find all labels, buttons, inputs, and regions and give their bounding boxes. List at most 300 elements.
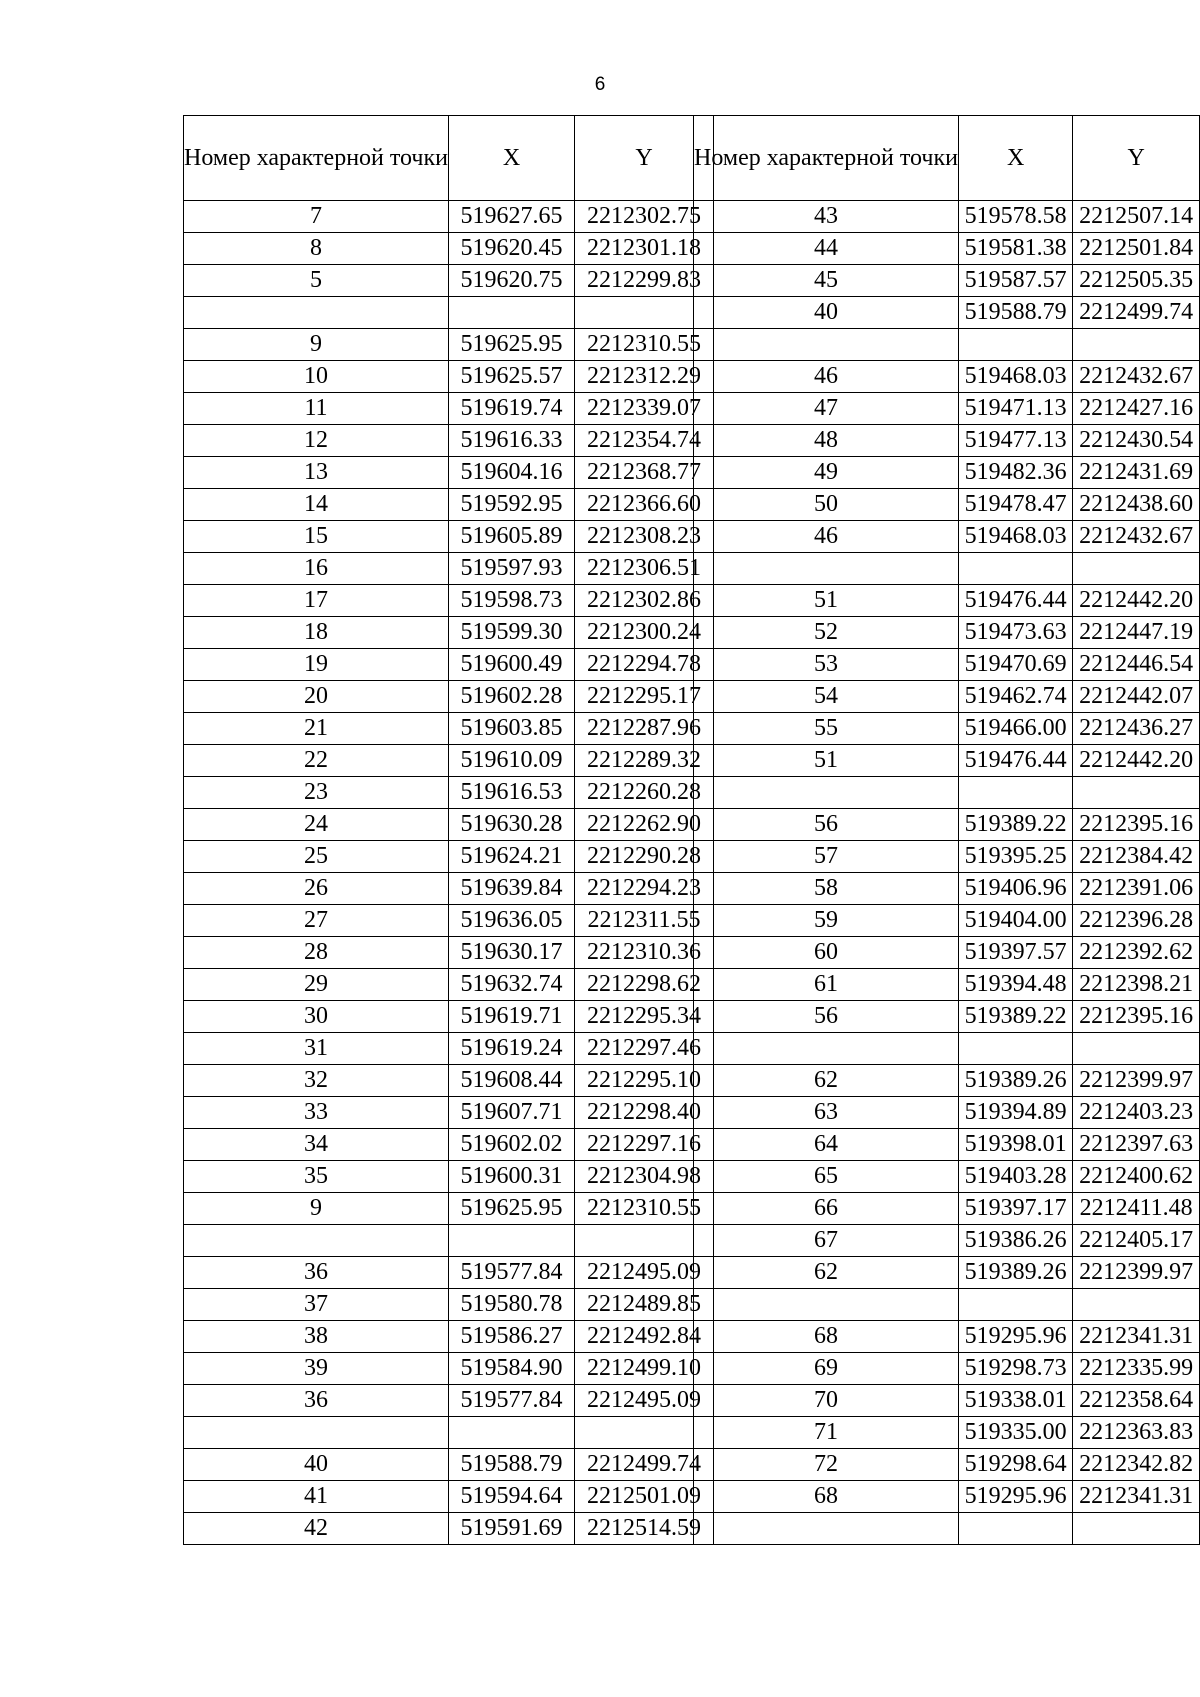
cell-point-number: 37 bbox=[184, 1289, 449, 1321]
table-row bbox=[694, 329, 1200, 361]
cell-point-number: 8 bbox=[184, 233, 449, 265]
table-row bbox=[184, 1417, 714, 1449]
cell-point-number: 49 bbox=[694, 457, 959, 489]
cell-y: 2212400.62 bbox=[1073, 1161, 1200, 1193]
cell-point-number: 62 bbox=[694, 1257, 959, 1289]
cell-point-number: 45 bbox=[694, 265, 959, 297]
cell-x: 519397.57 bbox=[959, 937, 1073, 969]
table-row bbox=[184, 489, 714, 521]
cell-point-number bbox=[694, 1513, 959, 1545]
cell-x: 519389.26 bbox=[959, 1065, 1073, 1097]
table-row bbox=[184, 1385, 714, 1417]
table-row bbox=[694, 937, 1200, 969]
cell-y: 2212384.42 bbox=[1073, 841, 1200, 873]
header-point-number: Номер характерной точки bbox=[184, 116, 449, 201]
cell-x: 519476.44 bbox=[959, 585, 1073, 617]
cell-point-number: 51 bbox=[694, 585, 959, 617]
table-row bbox=[184, 1289, 714, 1321]
cell-y bbox=[1073, 1513, 1200, 1545]
cell-point-number: 66 bbox=[694, 1193, 959, 1225]
table-row bbox=[694, 1001, 1200, 1033]
cell-point-number: 33 bbox=[184, 1097, 449, 1129]
cell-x: 519608.44 bbox=[449, 1065, 575, 1097]
cell-point-number: 26 bbox=[184, 873, 449, 905]
cell-y: 2212397.63 bbox=[1073, 1129, 1200, 1161]
cell-point-number: 17 bbox=[184, 585, 449, 617]
cell-x bbox=[959, 1033, 1073, 1065]
cell-point-number: 42 bbox=[184, 1513, 449, 1545]
cell-x: 519394.89 bbox=[959, 1097, 1073, 1129]
cell-point-number: 68 bbox=[694, 1321, 959, 1353]
cell-point-number: 25 bbox=[184, 841, 449, 873]
table-row bbox=[184, 201, 714, 233]
table-row bbox=[184, 873, 714, 905]
table-row bbox=[694, 1257, 1200, 1289]
cell-y: 2212431.69 bbox=[1073, 457, 1200, 489]
cell-point-number: 55 bbox=[694, 713, 959, 745]
cell-point-number: 21 bbox=[184, 713, 449, 745]
cell-y: 2212295.17 bbox=[575, 681, 714, 713]
table-row bbox=[184, 1481, 714, 1513]
cell-y: 2212339.07 bbox=[575, 393, 714, 425]
cell-x: 519587.57 bbox=[959, 265, 1073, 297]
table-row bbox=[694, 425, 1200, 457]
cell-y: 2212341.31 bbox=[1073, 1481, 1200, 1513]
cell-y: 2212295.10 bbox=[575, 1065, 714, 1097]
cell-point-number bbox=[694, 1289, 959, 1321]
cell-point-number: 71 bbox=[694, 1417, 959, 1449]
cell-x: 519586.27 bbox=[449, 1321, 575, 1353]
table-row bbox=[694, 969, 1200, 1001]
table-row bbox=[184, 1129, 714, 1161]
cell-x: 519473.63 bbox=[959, 617, 1073, 649]
cell-x: 519298.64 bbox=[959, 1449, 1073, 1481]
cell-y: 2212403.23 bbox=[1073, 1097, 1200, 1129]
cell-point-number: 46 bbox=[694, 361, 959, 393]
cell-x: 519632.74 bbox=[449, 969, 575, 1001]
table-row bbox=[694, 585, 1200, 617]
cell-y: 2212298.62 bbox=[575, 969, 714, 1001]
cell-x bbox=[449, 297, 575, 329]
cell-y: 2212499.10 bbox=[575, 1353, 714, 1385]
table-row bbox=[694, 1225, 1200, 1257]
cell-y: 2212395.16 bbox=[1073, 809, 1200, 841]
cell-x: 519599.30 bbox=[449, 617, 575, 649]
cell-x: 519471.13 bbox=[959, 393, 1073, 425]
table-row bbox=[694, 777, 1200, 809]
table-row bbox=[184, 681, 714, 713]
table-row bbox=[184, 969, 714, 1001]
cell-x: 519594.64 bbox=[449, 1481, 575, 1513]
cell-point-number: 38 bbox=[184, 1321, 449, 1353]
cell-y: 2212335.99 bbox=[1073, 1353, 1200, 1385]
cell-x bbox=[449, 1225, 575, 1257]
cell-y: 2212495.09 bbox=[575, 1385, 714, 1417]
cell-x: 519578.58 bbox=[959, 201, 1073, 233]
cell-x bbox=[449, 1417, 575, 1449]
cell-x: 519468.03 bbox=[959, 361, 1073, 393]
cell-y: 2212395.16 bbox=[1073, 1001, 1200, 1033]
cell-point-number: 68 bbox=[694, 1481, 959, 1513]
cell-x: 519580.78 bbox=[449, 1289, 575, 1321]
table-row bbox=[184, 905, 714, 937]
cell-x: 519403.28 bbox=[959, 1161, 1073, 1193]
cell-y: 2212447.19 bbox=[1073, 617, 1200, 649]
table-row bbox=[184, 649, 714, 681]
cell-y: 2212514.59 bbox=[575, 1513, 714, 1545]
cell-x: 519298.73 bbox=[959, 1353, 1073, 1385]
cell-x: 519616.33 bbox=[449, 425, 575, 457]
cell-x: 519462.74 bbox=[959, 681, 1073, 713]
cell-y: 2212310.36 bbox=[575, 937, 714, 969]
cell-x: 519600.31 bbox=[449, 1161, 575, 1193]
table-row bbox=[694, 1097, 1200, 1129]
table-row bbox=[694, 1449, 1200, 1481]
cell-point-number: 28 bbox=[184, 937, 449, 969]
table-row bbox=[694, 553, 1200, 585]
cell-point-number: 61 bbox=[694, 969, 959, 1001]
cell-y: 2212368.77 bbox=[575, 457, 714, 489]
cell-point-number: 16 bbox=[184, 553, 449, 585]
cell-point-number: 40 bbox=[184, 1449, 449, 1481]
cell-x: 519636.05 bbox=[449, 905, 575, 937]
cell-x: 519627.65 bbox=[449, 201, 575, 233]
table-row bbox=[184, 1033, 714, 1065]
cell-x: 519478.47 bbox=[959, 489, 1073, 521]
table-row bbox=[184, 617, 714, 649]
cell-y: 2212295.34 bbox=[575, 1001, 714, 1033]
table-row bbox=[184, 297, 714, 329]
cell-point-number: 14 bbox=[184, 489, 449, 521]
cell-x: 519477.13 bbox=[959, 425, 1073, 457]
cell-x: 519619.71 bbox=[449, 1001, 575, 1033]
cell-y bbox=[1073, 553, 1200, 585]
cell-y: 2212363.83 bbox=[1073, 1417, 1200, 1449]
table-row bbox=[694, 1289, 1200, 1321]
cell-point-number: 59 bbox=[694, 905, 959, 937]
cell-y: 2212398.21 bbox=[1073, 969, 1200, 1001]
cell-x: 519591.69 bbox=[449, 1513, 575, 1545]
table-row bbox=[694, 1065, 1200, 1097]
cell-y: 2212302.86 bbox=[575, 585, 714, 617]
cell-point-number: 56 bbox=[694, 1001, 959, 1033]
table-row bbox=[694, 1417, 1200, 1449]
cell-x: 519389.26 bbox=[959, 1257, 1073, 1289]
cell-x bbox=[959, 1513, 1073, 1545]
table-row bbox=[694, 905, 1200, 937]
cell-point-number bbox=[184, 297, 449, 329]
cell-y: 2212411.48 bbox=[1073, 1193, 1200, 1225]
table-row bbox=[184, 777, 714, 809]
cell-point-number: 11 bbox=[184, 393, 449, 425]
cell-y: 2212297.46 bbox=[575, 1033, 714, 1065]
table-row bbox=[694, 361, 1200, 393]
cell-x: 519588.79 bbox=[959, 297, 1073, 329]
table-row bbox=[694, 201, 1200, 233]
table-row bbox=[184, 329, 714, 361]
cell-y: 2212396.28 bbox=[1073, 905, 1200, 937]
cell-y: 2212495.09 bbox=[575, 1257, 714, 1289]
table-row bbox=[184, 233, 714, 265]
table-row bbox=[184, 361, 714, 393]
cell-point-number: 53 bbox=[694, 649, 959, 681]
table-row bbox=[694, 1033, 1200, 1065]
coordinates-table-left bbox=[183, 115, 714, 1545]
cell-y: 2212301.18 bbox=[575, 233, 714, 265]
table-row bbox=[184, 1353, 714, 1385]
cell-point-number: 60 bbox=[694, 937, 959, 969]
cell-x: 519338.01 bbox=[959, 1385, 1073, 1417]
cell-x: 519630.17 bbox=[449, 937, 575, 969]
cell-point-number: 48 bbox=[694, 425, 959, 457]
cell-y: 2212438.60 bbox=[1073, 489, 1200, 521]
cell-y: 2212442.07 bbox=[1073, 681, 1200, 713]
cell-x: 519406.96 bbox=[959, 873, 1073, 905]
cell-point-number: 7 bbox=[184, 201, 449, 233]
cell-point-number: 36 bbox=[184, 1257, 449, 1289]
cell-x bbox=[959, 777, 1073, 809]
table-row bbox=[184, 1257, 714, 1289]
cell-x: 519470.69 bbox=[959, 649, 1073, 681]
table-row bbox=[184, 265, 714, 297]
cell-point-number: 36 bbox=[184, 1385, 449, 1417]
cell-x: 519335.00 bbox=[959, 1417, 1073, 1449]
cell-x: 519397.17 bbox=[959, 1193, 1073, 1225]
cell-x: 519602.02 bbox=[449, 1129, 575, 1161]
table-row bbox=[184, 713, 714, 745]
cell-x: 519581.38 bbox=[959, 233, 1073, 265]
cell-y: 2212442.20 bbox=[1073, 585, 1200, 617]
cell-y: 2212446.54 bbox=[1073, 649, 1200, 681]
table-row bbox=[694, 809, 1200, 841]
cell-y: 2212297.16 bbox=[575, 1129, 714, 1161]
cell-y: 2212501.09 bbox=[575, 1481, 714, 1513]
header-x: X bbox=[959, 116, 1073, 201]
table-row bbox=[694, 745, 1200, 777]
table-row bbox=[694, 297, 1200, 329]
cell-x: 519625.57 bbox=[449, 361, 575, 393]
cell-x: 519602.28 bbox=[449, 681, 575, 713]
cell-point-number bbox=[694, 329, 959, 361]
table-row bbox=[694, 1161, 1200, 1193]
table-row bbox=[184, 841, 714, 873]
cell-y: 2212308.23 bbox=[575, 521, 714, 553]
cell-x: 519605.89 bbox=[449, 521, 575, 553]
table-row bbox=[184, 393, 714, 425]
cell-y: 2212310.55 bbox=[575, 1193, 714, 1225]
cell-point-number: 65 bbox=[694, 1161, 959, 1193]
cell-point-number: 69 bbox=[694, 1353, 959, 1385]
table-row bbox=[184, 1001, 714, 1033]
cell-x: 519395.25 bbox=[959, 841, 1073, 873]
cell-point-number: 63 bbox=[694, 1097, 959, 1129]
table-row bbox=[694, 681, 1200, 713]
cell-point-number: 62 bbox=[694, 1065, 959, 1097]
cell-y bbox=[1073, 1289, 1200, 1321]
cell-point-number: 47 bbox=[694, 393, 959, 425]
cell-y: 2212289.32 bbox=[575, 745, 714, 777]
table-row bbox=[694, 1193, 1200, 1225]
cell-y: 2212287.96 bbox=[575, 713, 714, 745]
cell-x: 519389.22 bbox=[959, 1001, 1073, 1033]
cell-point-number: 9 bbox=[184, 1193, 449, 1225]
cell-y: 2212306.51 bbox=[575, 553, 714, 585]
cell-y: 2212290.28 bbox=[575, 841, 714, 873]
table-row bbox=[184, 1097, 714, 1129]
cell-point-number: 70 bbox=[694, 1385, 959, 1417]
cell-point-number: 35 bbox=[184, 1161, 449, 1193]
table-row bbox=[694, 265, 1200, 297]
cell-x: 519597.93 bbox=[449, 553, 575, 585]
cell-point-number: 57 bbox=[694, 841, 959, 873]
table-row bbox=[184, 1225, 714, 1257]
cell-y: 2212501.84 bbox=[1073, 233, 1200, 265]
cell-x: 519604.16 bbox=[449, 457, 575, 489]
cell-y: 2212492.84 bbox=[575, 1321, 714, 1353]
coordinates-table-right bbox=[693, 115, 1200, 1545]
cell-point-number: 40 bbox=[694, 297, 959, 329]
cell-point-number: 20 bbox=[184, 681, 449, 713]
cell-y: 2212399.97 bbox=[1073, 1257, 1200, 1289]
cell-point-number: 29 bbox=[184, 969, 449, 1001]
cell-x: 519404.00 bbox=[959, 905, 1073, 937]
cell-x: 519620.45 bbox=[449, 233, 575, 265]
cell-x: 519468.03 bbox=[959, 521, 1073, 553]
cell-x: 519603.85 bbox=[449, 713, 575, 745]
cell-x: 519625.95 bbox=[449, 329, 575, 361]
cell-x: 519625.95 bbox=[449, 1193, 575, 1225]
cell-point-number: 22 bbox=[184, 745, 449, 777]
cell-y: 2212427.16 bbox=[1073, 393, 1200, 425]
cell-y: 2212442.20 bbox=[1073, 745, 1200, 777]
cell-y: 2212294.23 bbox=[575, 873, 714, 905]
table-row bbox=[184, 553, 714, 585]
table-row bbox=[184, 809, 714, 841]
cell-point-number: 31 bbox=[184, 1033, 449, 1065]
cell-point-number: 13 bbox=[184, 457, 449, 489]
cell-point-number: 24 bbox=[184, 809, 449, 841]
cell-y: 2212366.60 bbox=[575, 489, 714, 521]
cell-x: 519398.01 bbox=[959, 1129, 1073, 1161]
cell-point-number: 19 bbox=[184, 649, 449, 681]
cell-x bbox=[959, 329, 1073, 361]
cell-point-number: 58 bbox=[694, 873, 959, 905]
cell-point-number: 34 bbox=[184, 1129, 449, 1161]
table-row bbox=[694, 393, 1200, 425]
cell-y: 2212507.14 bbox=[1073, 201, 1200, 233]
cell-x: 519386.26 bbox=[959, 1225, 1073, 1257]
cell-y: 2212499.74 bbox=[575, 1449, 714, 1481]
cell-y: 2212298.40 bbox=[575, 1097, 714, 1129]
cell-point-number: 32 bbox=[184, 1065, 449, 1097]
cell-point-number: 5 bbox=[184, 265, 449, 297]
cell-x bbox=[959, 553, 1073, 585]
cell-x: 519394.48 bbox=[959, 969, 1073, 1001]
cell-y: 2212392.62 bbox=[1073, 937, 1200, 969]
cell-point-number: 64 bbox=[694, 1129, 959, 1161]
cell-y: 2212341.31 bbox=[1073, 1321, 1200, 1353]
page-number: 6 bbox=[594, 74, 606, 95]
header-x: X bbox=[449, 116, 575, 201]
table-row bbox=[694, 1129, 1200, 1161]
cell-x: 519598.73 bbox=[449, 585, 575, 617]
table-row bbox=[694, 521, 1200, 553]
cell-x: 519389.22 bbox=[959, 809, 1073, 841]
table-row bbox=[694, 1385, 1200, 1417]
table-row bbox=[694, 1481, 1200, 1513]
table-row bbox=[694, 617, 1200, 649]
cell-point-number: 27 bbox=[184, 905, 449, 937]
cell-point-number: 52 bbox=[694, 617, 959, 649]
cell-y bbox=[1073, 329, 1200, 361]
table-row bbox=[694, 233, 1200, 265]
cell-point-number: 50 bbox=[694, 489, 959, 521]
cell-point-number: 51 bbox=[694, 745, 959, 777]
cell-y: 2212391.06 bbox=[1073, 873, 1200, 905]
cell-point-number: 44 bbox=[694, 233, 959, 265]
cell-y: 2212399.97 bbox=[1073, 1065, 1200, 1097]
cell-point-number: 12 bbox=[184, 425, 449, 457]
cell-x: 519466.00 bbox=[959, 713, 1073, 745]
cell-x: 519592.95 bbox=[449, 489, 575, 521]
cell-point-number: 23 bbox=[184, 777, 449, 809]
cell-x: 519588.79 bbox=[449, 1449, 575, 1481]
cell-point-number bbox=[694, 1033, 959, 1065]
cell-x: 519295.96 bbox=[959, 1321, 1073, 1353]
cell-point-number: 18 bbox=[184, 617, 449, 649]
cell-y: 2212312.29 bbox=[575, 361, 714, 393]
table-header-row bbox=[694, 116, 1200, 201]
cell-y: 2212499.74 bbox=[1073, 297, 1200, 329]
cell-y: 2212354.74 bbox=[575, 425, 714, 457]
cell-y bbox=[1073, 777, 1200, 809]
cell-x: 519476.44 bbox=[959, 745, 1073, 777]
table-row bbox=[184, 425, 714, 457]
table-row bbox=[184, 745, 714, 777]
cell-y: 2212311.55 bbox=[575, 905, 714, 937]
table-row bbox=[184, 1161, 714, 1193]
cell-y: 2212294.78 bbox=[575, 649, 714, 681]
cell-x: 519607.71 bbox=[449, 1097, 575, 1129]
cell-x bbox=[959, 1289, 1073, 1321]
cell-y: 2212405.17 bbox=[1073, 1225, 1200, 1257]
cell-point-number: 9 bbox=[184, 329, 449, 361]
cell-point-number bbox=[694, 777, 959, 809]
cell-x: 519600.49 bbox=[449, 649, 575, 681]
cell-point-number bbox=[184, 1225, 449, 1257]
cell-x: 519639.84 bbox=[449, 873, 575, 905]
cell-x: 519619.24 bbox=[449, 1033, 575, 1065]
header-y: Y bbox=[575, 116, 714, 201]
table-row bbox=[184, 521, 714, 553]
cell-point-number: 67 bbox=[694, 1225, 959, 1257]
cell-point-number: 54 bbox=[694, 681, 959, 713]
cell-point-number: 41 bbox=[184, 1481, 449, 1513]
cell-x: 519616.53 bbox=[449, 777, 575, 809]
cell-y: 2212260.28 bbox=[575, 777, 714, 809]
cell-x: 519577.84 bbox=[449, 1257, 575, 1289]
table-row bbox=[694, 457, 1200, 489]
table-row bbox=[184, 1513, 714, 1545]
cell-point-number: 39 bbox=[184, 1353, 449, 1385]
cell-point-number: 10 bbox=[184, 361, 449, 393]
cell-x: 519619.74 bbox=[449, 393, 575, 425]
table-row bbox=[694, 649, 1200, 681]
cell-point-number: 46 bbox=[694, 521, 959, 553]
cell-x: 519584.90 bbox=[449, 1353, 575, 1385]
cell-y: 2212300.24 bbox=[575, 617, 714, 649]
cell-y: 2212304.98 bbox=[575, 1161, 714, 1193]
